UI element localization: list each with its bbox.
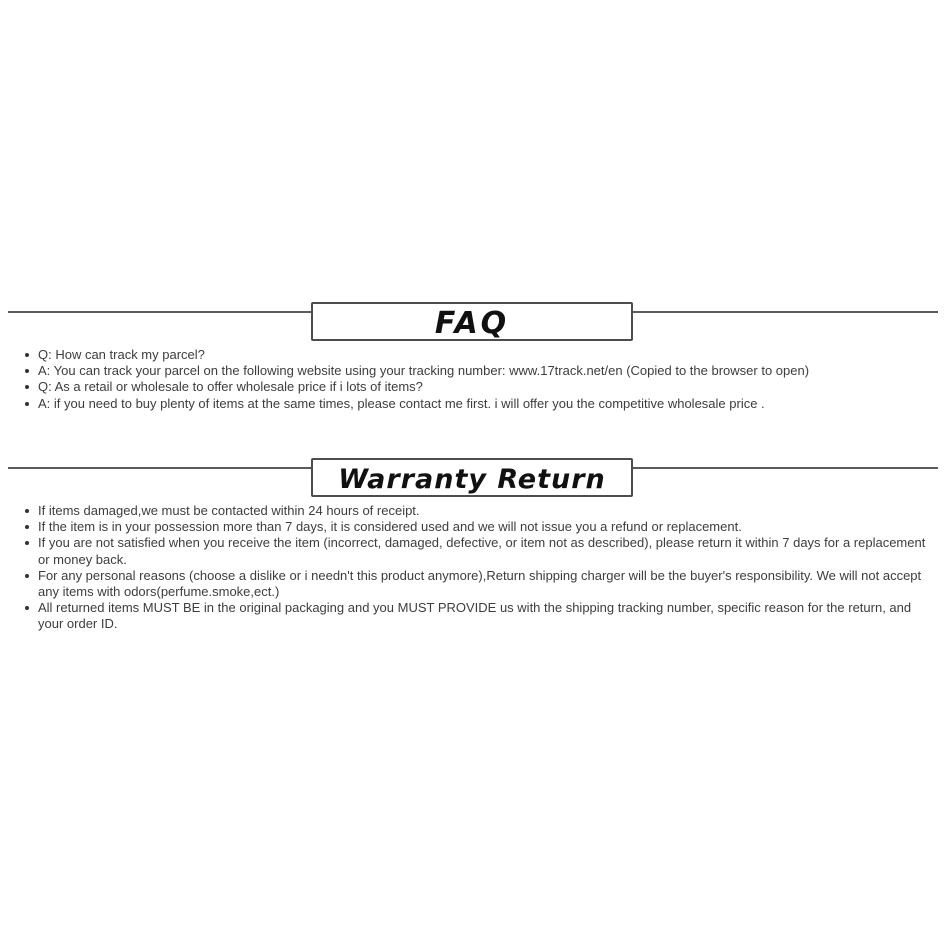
- warranty-policy-item-3: If you are not satisfied when you receive the item (incorrect, damaged, defective, or item not as described), please return it within 7 days for a replacement or money back.: [20, 535, 930, 567]
- warranty-banner-box: [311, 458, 633, 497]
- warranty-return-list: [20, 503, 930, 633]
- warranty-policy-item-2: If the item is in your possession more than 7 days, it is considered used and we will not issue you a refund or replacement.: [20, 519, 930, 535]
- warranty-banner-right-rule: [633, 467, 938, 469]
- warranty-return-section-title: Warranty Return: [338, 463, 606, 495]
- faq-banner-right-rule: [633, 311, 938, 313]
- warranty-return-section-banner: [0, 458, 945, 501]
- warranty-policy-item-1: If items damaged,we must be contacted within 24 hours of receipt.: [20, 503, 930, 519]
- faq-section-banner: [0, 302, 945, 345]
- faq-question-1: Q: How can track my parcel?: [20, 347, 930, 363]
- faq-list: [20, 347, 930, 412]
- faq-answer-2: A: if you need to buy plenty of items at the same times, please contact me first. i will offer you the competitive wholesale price .: [20, 396, 930, 412]
- faq-section-title: FAQ: [434, 305, 510, 341]
- faq-banner-box: [311, 302, 633, 341]
- faq-banner-left-rule: [8, 311, 311, 313]
- warranty-banner-left-rule: [8, 467, 311, 469]
- warranty-policy-item-4: For any personal reasons (choose a dislike or i needn't this product anymore),Return shipping charger will be the buyer's responsibility. We will not accept any items with odors(perfume.smoke,ect.): [20, 568, 930, 600]
- warranty-policy-item-5: All returned items MUST BE in the original packaging and you MUST PROVIDE us with the shipping tracking number, specific reason for the return, and your order ID.: [20, 600, 930, 632]
- faq-answer-1: A: You can track your parcel on the following website using your tracking number: www.17track.net/en (Copied to the browser to open): [20, 363, 930, 379]
- faq-question-2: Q: As a retail or wholesale to offer wholesale price if i lots of items?: [20, 379, 930, 395]
